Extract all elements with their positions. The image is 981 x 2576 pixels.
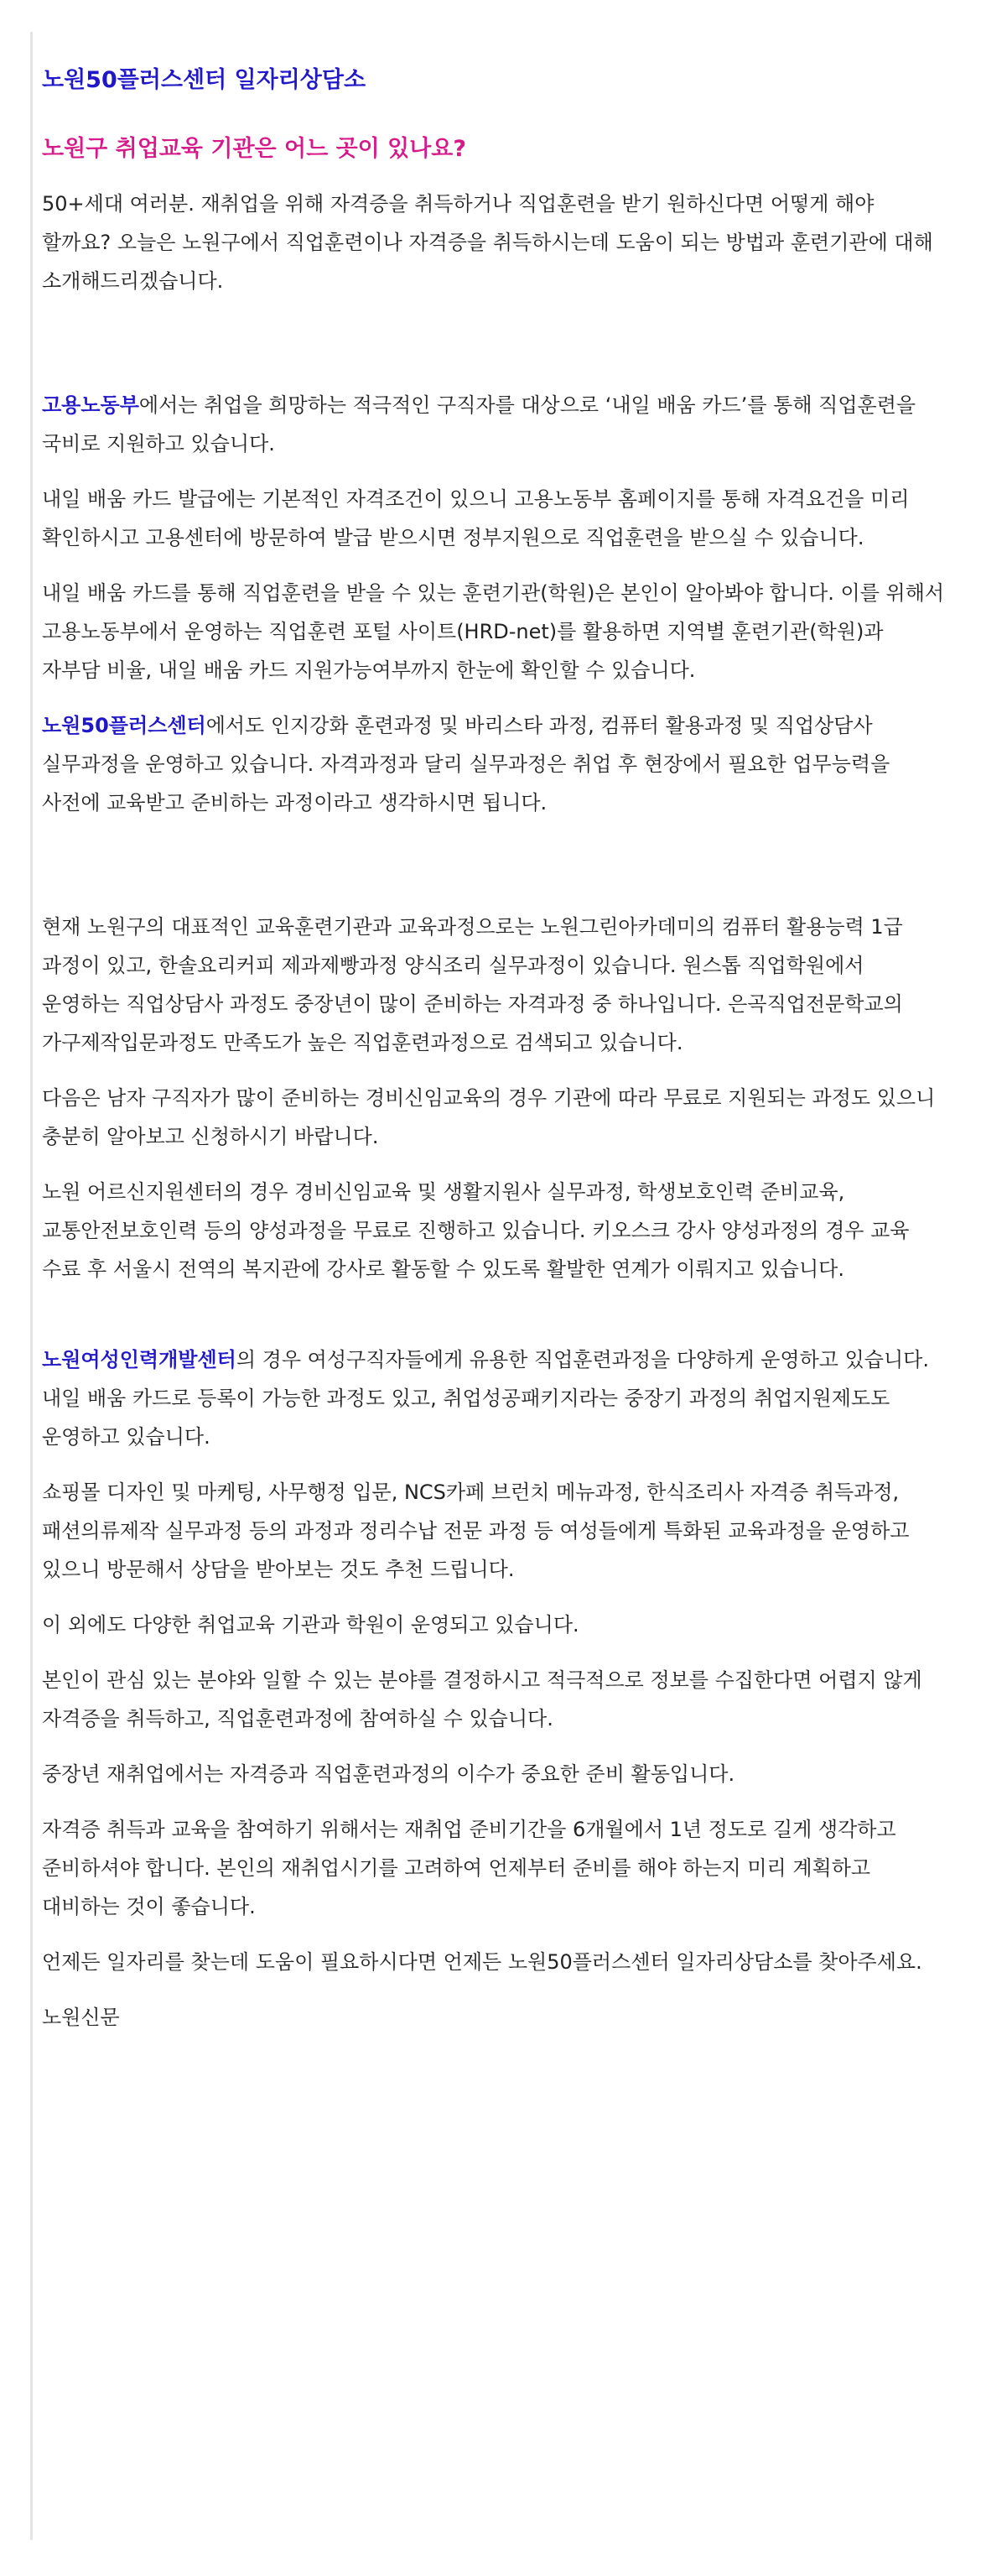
body-paragraph <box>42 1079 947 1156</box>
paragraph-text: 본인이 관심 있는 분야와 일할 수 있는 분야를 결정하시고 적극적으로 정보를 수집한다면 어렵지 않게 자격증을 취득하고, 직업훈련과정에 참여하실 수 있습니다. <box>42 1668 922 1730</box>
paragraph-text: 내일 배움 카드를 통해 직업훈련을 받을 수 있는 훈련기관(학원)은 본인이 알아봐야 합니다. 이를 위해서 고용노동부에서 운영하는 직업훈련 포털 사이트(HRD-net)를 활용하면 지역별 훈련기관(학원)과 자부담 비율, 내일 배움 카드 지원가능여부까지 한눈에 확인할 수 있습니다. <box>42 581 945 682</box>
paragraph-text: 이 외에도 다양한 취업교육 기관과 학원이 운영되고 있습니다. <box>42 1613 579 1637</box>
highlight-org-name: 노원50플러스센터 <box>42 714 206 737</box>
closing-paragraph <box>42 1943 947 1981</box>
article-headline: 노원구 취업교육 기관은 어느 곳이 있나요? <box>42 136 467 162</box>
body-paragraph <box>42 908 947 1062</box>
paragraph-text: 내일 배움 카드 발급에는 기본적인 자격조건이 있으니 고용노동부 홈페이지를 통해 자격요건을 미리 확인하시고 고용센터에 방문하여 발급 받으시면 정부지원으로 직업훈련을 받으실 수 있습니다. <box>42 487 910 549</box>
body-paragraph <box>42 1810 947 1926</box>
body-paragraph <box>42 386 947 463</box>
highlight-org-name: 고용노동부 <box>42 393 139 417</box>
paragraph-text: 에서는 취업을 희망하는 적극적인 구직자를 대상으로 ‘내일 배움 카드’를 통해 직업훈련을 국비로 지원하고 있습니다. <box>42 393 916 455</box>
left-margin-rule <box>30 32 33 2540</box>
intro-paragraph <box>42 185 947 300</box>
body-paragraph <box>42 1755 947 1793</box>
body-paragraph <box>42 574 947 690</box>
paragraph-text: 현재 노원구의 대표적인 교육훈련기관과 교육과정으로는 노원그린아카데미의 컴퓨터 활용능력 1급 과정이 있고, 한솔요리커피 제과제빵과정 양식조리 실무과정이 있습니다. 원스톱 직업학원에서 운영하는 직업상담사 과정도 중장년이 많이 준비하는 자격과정 중 하나입니다. 은곡직업전문학교의 가구제작입문과정도 만족도가 높은 직업훈련과정으로 검색되고 있습니다. <box>42 915 903 1054</box>
body-paragraph <box>42 1473 947 1589</box>
org-title: 노원50플러스센터 일자리상담소 <box>42 67 366 93</box>
article-source <box>42 1998 947 2037</box>
body-paragraph <box>42 1605 947 1644</box>
body-paragraph <box>42 1340 947 1456</box>
body-paragraph <box>42 480 947 557</box>
paragraph-text: 중장년 재취업에서는 자격증과 직업훈련과정의 이수가 중요한 준비 활동입니다. <box>42 1762 735 1786</box>
paragraph-text: 다음은 남자 구직자가 많이 준비하는 경비신임교육의 경우 기관에 따라 무료로 지원되는 과정도 있으니 충분히 알아보고 신청하시기 바랍니다. <box>42 1086 936 1148</box>
body-paragraph <box>42 1173 947 1288</box>
paragraph-text: 50+세대 여러분. 재취업을 위해 자격증을 취득하거나 직업훈련을 받기 원하신다면 어떻게 해야 할까요? 오늘은 노원구에서 직업훈련이나 자격증을 취득하시는데 도움이 되는 방법과 훈련기관에 대해 소개해드리겠습니다. <box>42 192 933 293</box>
paragraph-text: 의 경우 여성구직자들에게 유용한 직업훈련과정을 다양하게 운영하고 있습니다. 내일 배움 카드로 등록이 가능한 과정도 있고, 취업성공패키지라는 중장기 과정의 취업지원제도도 운영하고 있습니다. <box>42 1348 929 1449</box>
body-paragraph <box>42 706 947 822</box>
source-name: 노원신문 <box>42 2006 120 2029</box>
paragraph-text: 에서도 인지강화 훈련과정 및 바리스타 과정, 컴퓨터 활용과정 및 직업상담사 실무과정을 운영하고 있습니다. 자격과정과 달리 실무과정은 취업 후 현장에서 필요한 업무능력을 사전에 교육받고 준비하는 과정이라고 생각하시면 됩니다. <box>42 714 890 814</box>
paragraph-text: 쇼핑몰 디자인 및 마케팅, 사무행정 입문, NCS카페 브런치 메뉴과정, 한식조리사 자격증 취득과정, 패션의류제작 실무과정 등의 과정과 정리수납 전문 과정 등 여성들에게 특화된 교육과정을 운영하고 있으니 방문해서 상담을 받아보는 것도 추천 드립니다. <box>42 1481 910 1581</box>
article <box>42 64 947 2037</box>
paragraph-text: 언제든 일자리를 찾는데 도움이 필요하시다면 언제든 노원50플러스센터 일자리상담소를 찾아주세요. <box>42 1950 922 1974</box>
body-paragraph <box>42 1661 947 1738</box>
paragraph-text: 노원 어르신지원센터의 경우 경비신임교육 및 생활지원사 실무과정, 학생보호인력 준비교육, 교통안전보호인력 등의 양성과정을 무료로 진행하고 있습니다. 키오스크 강사 양성과정의 경우 교육 수료 후 서울시 전역의 복지관에 강사로 활동할 수 있도록 활발한 연계가 이뤄지고 있습니다. <box>42 1180 910 1281</box>
highlight-org-name: 노원여성인력개발센터 <box>42 1348 236 1371</box>
paragraph-text: 자격증 취득과 교육을 참여하기 위해서는 재취업 준비기간을 6개월에서 1년 정도로 길게 생각하고 준비하셔야 합니다. 본인의 재취업시기를 고려하여 언제부터 준비를 해야 하는지 미리 계획하고 대비하는 것이 좋습니다. <box>42 1818 896 1918</box>
